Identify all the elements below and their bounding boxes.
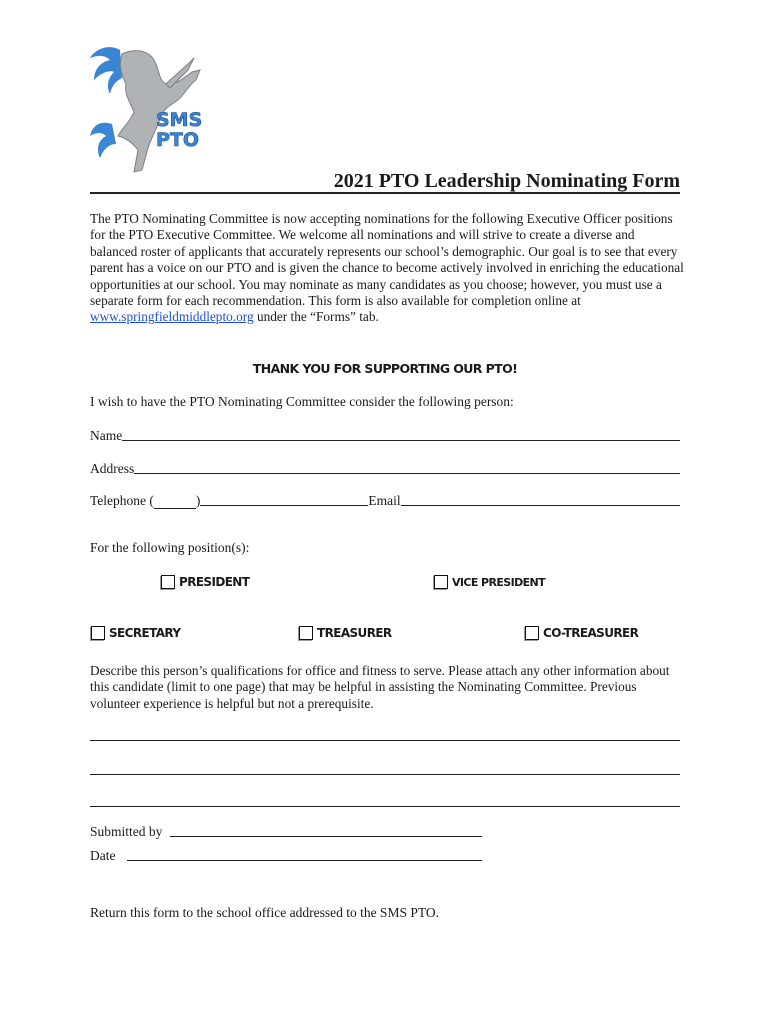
checkbox-box[interactable] bbox=[434, 575, 448, 589]
qualifications-line-3[interactable] bbox=[90, 806, 680, 807]
area-code-blank[interactable] bbox=[154, 494, 196, 509]
title-divider bbox=[90, 192, 680, 194]
logo-text-sms: SMS bbox=[156, 109, 203, 131]
horse-tail bbox=[90, 123, 116, 158]
name-underline[interactable] bbox=[122, 440, 680, 441]
submitted-by-field[interactable] bbox=[90, 824, 482, 840]
submitted-by-label: Submitted by bbox=[90, 824, 163, 839]
sms-pto-logo bbox=[82, 40, 214, 180]
intro-text: The PTO Nominating Committee is now accepting nominations for the following Executive Officer positions for the PTO Executive Committee. We welcome all nominations and will strive to create a diverse and balanced roster of applicants that accurately represents our school’s demographic. Our goal is to see that every parent has a voice on our PTO and is given the chance to become actively involved in enriching the educational opportunities at our school. You may nominate as many candidates as you choose; however, you must use a separate form for each recommendation. This form is also available for completion online at bbox=[90, 211, 684, 309]
checkbox-vice-president[interactable] bbox=[434, 575, 545, 589]
logo-text-pto: PTO bbox=[156, 129, 200, 151]
return-note: Return this form to the school office addressed to the SMS PTO. bbox=[90, 905, 439, 920]
co-treasurer-label: CO-TREASURER bbox=[543, 626, 639, 640]
address-underline[interactable] bbox=[134, 473, 680, 474]
positions-label: For the following position(s): bbox=[90, 540, 250, 555]
date-field[interactable] bbox=[90, 848, 482, 864]
wish-statement: I wish to have the PTO Nominating Committee consider the following person: bbox=[90, 394, 514, 409]
qualifications-line-2[interactable] bbox=[90, 774, 680, 775]
intro-suffix: under the “Forms” tab. bbox=[256, 309, 379, 325]
date-underline[interactable] bbox=[127, 860, 482, 861]
email-underline[interactable] bbox=[401, 505, 680, 506]
website-link[interactable]: www.springfieldmiddlepto.org bbox=[90, 309, 254, 325]
qualifications-line-1[interactable] bbox=[90, 740, 680, 741]
telephone-close-paren: ) bbox=[195, 493, 201, 508]
email-label: Email bbox=[368, 493, 401, 508]
vice-president-label: VICE PRESIDENT bbox=[452, 575, 546, 589]
name-field[interactable] bbox=[90, 424, 680, 444]
thanks-heading: THANK YOU FOR SUPPORTING OUR PTO! bbox=[252, 361, 518, 376]
telephone-email-row bbox=[90, 489, 680, 509]
telephone-underline[interactable] bbox=[200, 505, 368, 506]
form-title: 2021 PTO Leadership Nominating Form bbox=[333, 170, 680, 192]
checkbox-co-treasurer[interactable] bbox=[525, 626, 638, 640]
checkbox-president[interactable] bbox=[161, 575, 249, 589]
checkbox-box[interactable] bbox=[91, 626, 105, 640]
intro-paragraph bbox=[90, 211, 685, 326]
horse-mane bbox=[90, 47, 122, 94]
submitted-by-underline[interactable] bbox=[170, 836, 482, 837]
name-label: Name bbox=[90, 428, 123, 443]
checkbox-treasurer[interactable] bbox=[299, 626, 392, 640]
secretary-label: SECRETARY bbox=[109, 626, 181, 640]
address-label: Address bbox=[90, 461, 135, 476]
checkbox-box[interactable] bbox=[299, 626, 313, 640]
checkbox-box[interactable] bbox=[161, 575, 175, 589]
telephone-label: Telephone ( bbox=[90, 493, 154, 508]
president-label: PRESIDENT bbox=[179, 575, 250, 589]
address-field[interactable] bbox=[90, 457, 680, 477]
treasurer-label: TREASURER bbox=[317, 626, 392, 640]
qualifications-instructions: Describe this person’s qualifications for office and fitness to serve. Please attach any other information about this candidate (limit to one page) that may be helpful in assisting the Nominating Committee. Previous volunteer experience is helpful but not a prerequisite. bbox=[90, 663, 670, 711]
date-label: Date bbox=[90, 848, 116, 863]
checkbox-box[interactable] bbox=[525, 626, 539, 640]
checkbox-secretary[interactable] bbox=[91, 626, 181, 640]
